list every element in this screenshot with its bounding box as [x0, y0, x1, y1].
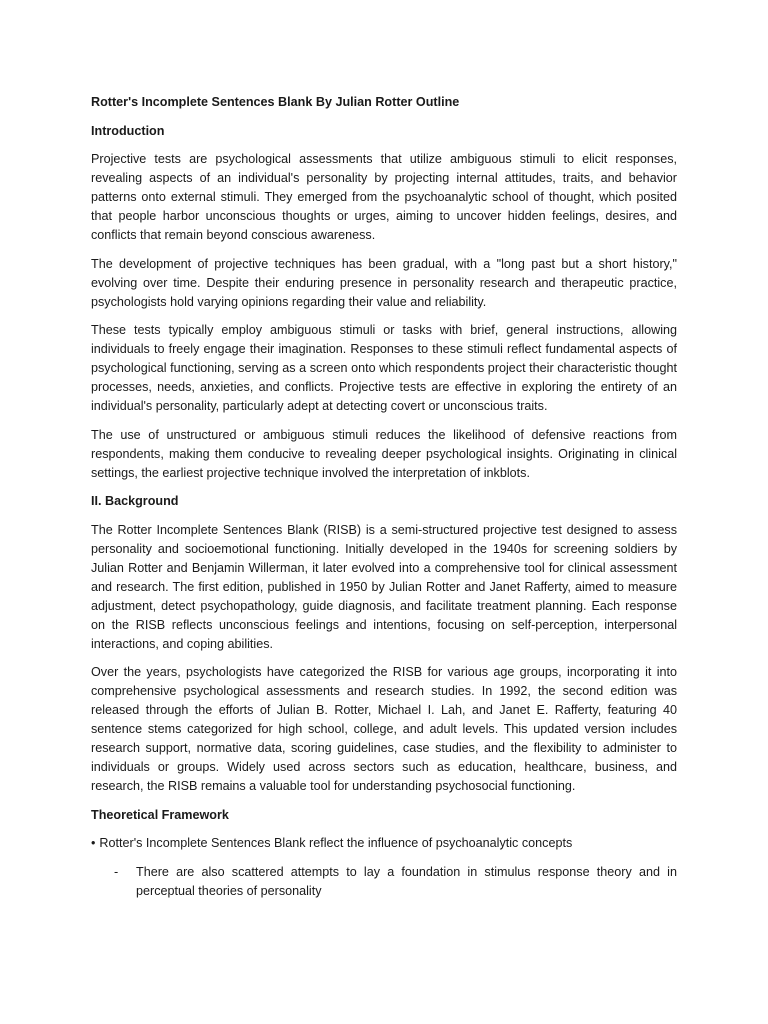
introduction-paragraph: The development of projective techniques has been gradual, with a "long past but a short history," evolving over time. Despite their enduring presence in personality research and therapeutic practice, psychologists hold varying opinions regarding their value and reliability. [91, 256, 677, 309]
framework-bullet-item [91, 834, 677, 853]
bullet-marker: • [91, 836, 96, 850]
background-paragraph: The Rotter Incomplete Sentences Blank (RISB) is a semi-structured projective test designed to assess personality and socioemotional functioning. Initially developed in the 1940s for screening soldiers by Julian Rotter and Benjamin Willerman, it later evolved into a comprehensive tool for clinical assessment and research. The first edition, published in 1950 by Julian Rotter and Janet Rafferty, aimed to measure adjustment, detect psychopathology, guide diagnosis, and facilitate treatment planning. Each response on the RISB reflects unconscious feelings and intentions, focusing on self-perception, interpersonal interactions, and coping abilities. [91, 522, 677, 651]
background-heading: II. Background [91, 494, 179, 508]
introduction-paragraph: These tests typically employ ambiguous stimuli or tasks with brief, general instructions, allowing individuals to freely engage their imagination. Responses to these stimuli reflect fundamental aspects of psychological functioning, serving as a screen onto which respondents project their characteristic thought processes, needs, anxieties, and conflicts. Projective tests are effective in exploring the entirety of an individual's personality, particularly adept at detecting covert or unconscious traits. [91, 323, 677, 413]
document-body [91, 93, 677, 901]
sub-item-text: There are also scattered attempts to lay a foundation in stimulus response theory and in perceptual theories of personality [136, 864, 677, 898]
background-paragraph: Over the years, psychologists have categorized the RISB for various age groups, incorporating it into comprehensive psychological assessments and research studies. In 1992, the second edition was released through the efforts of Julian B. Rotter, Michael I. Lah, and Janet E. Rafferty, featuring 40 sentence stems categorized for high school, college, and adult levels. This updated version includes research support, normative data, scoring guidelines, case studies, and the flexibility to administer to individuals or groups. Widely used across sectors such as education, healthcare, business, and research, the RISB remains a valuable tool for understanding psychosocial functioning. [91, 665, 677, 793]
introduction-paragraph: The use of unstructured or ambiguous stimuli reduces the likelihood of defensive reactions from respondents, making them conducive to revealing deeper psychological insights. Originating in clinical settings, the earliest projective technique involved the interpretation of inkblots. [91, 427, 677, 480]
introduction-paragraph: Projective tests are psychological assessments that utilize ambiguous stimuli to elicit responses, revealing aspects of an individual's personality by projecting internal attitudes, traits, and behavior patterns onto external stimuli. They emerged from the psychoanalytic school of thought, which posited that people harbor unconscious thoughts or urges, aiming to uncover hidden feelings, desires, and conflicts that remain beyond conscious awareness. [91, 152, 677, 242]
bullet-text: Rotter's Incomplete Sentences Blank reflect the influence of psychoanalytic concepts [99, 836, 573, 850]
dash-marker: - [114, 864, 119, 879]
introduction-heading: Introduction [91, 123, 165, 138]
framework-sub-item [91, 863, 677, 901]
document-title: Rotter's Incomplete Sentences Blank By Julian Rotter Outline [91, 95, 460, 109]
framework-heading: Theoretical Framework [91, 807, 229, 822]
